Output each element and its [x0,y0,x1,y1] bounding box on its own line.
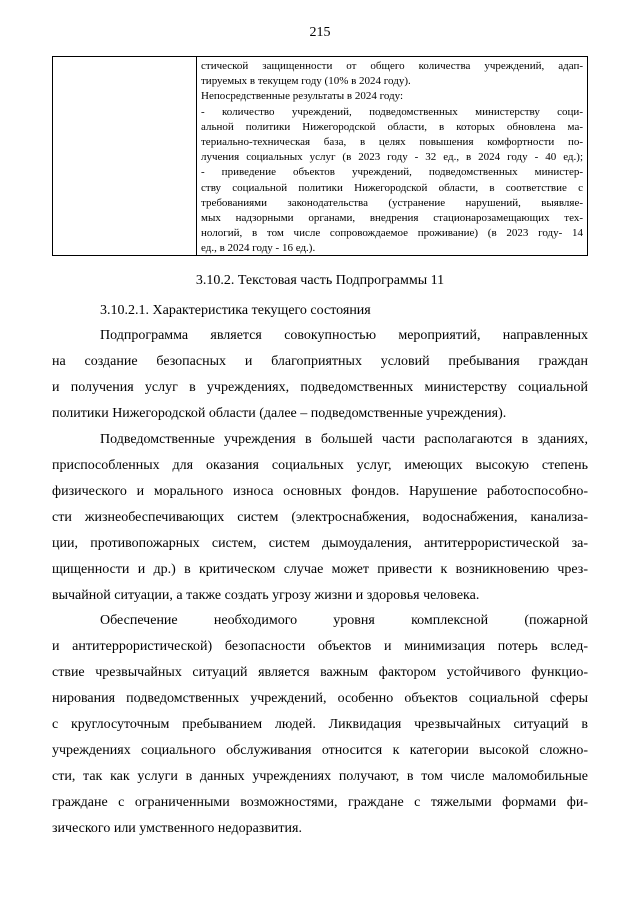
paragraph-line: учреждениях социального обслуживания относится к категории высокой сложно- [52,743,588,759]
table-line: альной политики Нижегородской области, в которых обновлена ма- [201,120,583,133]
table-line: лучения социальных услуг (в 2023 году - 32 ед., в 2024 году - 40 ед.); [201,151,583,164]
paragraph-line: Подведомственные учреждения в большей части располагаются в зданиях, [100,431,588,447]
paragraph-1 [52,323,588,427]
section-heading: 3.10.2. Текстовая часть Подпрограммы 11 [195,273,445,288]
paragraph-line: ствие чрезвычайных ситуаций является важным фактором устойчивого функцио- [52,665,588,681]
paragraph-line: приспособленных для оказания социальных услуг, имеющих высокую степень [52,457,588,473]
body-text [52,323,588,842]
paragraph-line: вычайной ситуации, а также создать угрозу жизни и здоровья человека. [52,587,480,603]
paragraph-3 [52,608,588,842]
table-line: - приведение объектов учреждений, подведомственных министер- [201,166,583,179]
paragraph-2 [52,427,588,609]
measures-table [52,56,588,256]
paragraph-line: щищенности и др.) в критическом случае может привести к возникновению чрез- [52,561,588,577]
table-line: ству социальной политики Нижегородской области, в соответствие с [201,181,583,194]
paragraph-line: и антитеррористической) безопасности объектов и минимизация потерь вслед- [52,639,588,655]
table-line: териально-техническая база, в целях повышения комфортности по- [201,136,583,149]
paragraph-line: зического или умственного недоразвития. [52,821,302,837]
page-number: 215 [309,25,331,40]
paragraph-line: граждане с ограниченными возможностями, граждане с тяжелыми формами фи- [52,795,588,811]
paragraph-line: на создание безопасных и благоприятных условий пребывания граждан [52,353,588,369]
table-line: Непосредственные результаты в 2024 году: [201,90,404,103]
subsection-heading: 3.10.2.1. Характеристика текущего состояния [100,303,371,318]
paragraph-line: сти жизнеобеспечивающих систем (электроснабжения, водоснабжения, канализа- [52,509,588,525]
paragraph-line: Подпрограмма является совокупностью мероприятий, направленных [100,328,588,343]
paragraph-line: сти, так как услуги в данных учреждениях получают, в том числе маломобильные [52,769,588,785]
table-line: ед., в 2024 году - 16 ед.). [201,242,316,255]
table-line: требованиями законодательства (устранение нарушений, выявляе- [201,196,583,209]
table-cell-left [53,57,197,255]
table-line: - количество учреждений, подведомственных министерству соци- [201,105,583,118]
paragraph-line: политики Нижегородской области (далее – подведомственные учреждения). [52,405,507,421]
table-line: тируемых в текущем году (10% в 2024 году). [201,75,411,88]
paragraph-line: нирования подведомственных учреждений, особенно объектов социальной сферы [52,691,588,707]
table-line: стической защищенности от общего количества учреждений, адап- [201,60,583,72]
table-cell-right [197,57,587,255]
table-line: мых надзорными органами, внедрения стационарозамещающих тех- [201,212,583,225]
paragraph-line: Обеспечение необходимого уровня комплексной (пожарной [100,613,588,629]
paragraph-line: ции, противопожарных систем, систем дымоудаления, антитеррористической за- [52,535,588,551]
paragraph-line: и получения услуг в учреждениях, подведомственных министерству социальной [52,379,588,395]
paragraph-line: с круглосуточным пребыванием людей. Ликвидация чрезвычайных ситуаций в [52,717,588,733]
paragraph-line: физического и морального износа основных фондов. Нарушение работоспособно- [52,483,588,499]
table-line: нологий, в том числе сопровождаемое проживание) (в 2023 году- 14 [201,227,583,240]
